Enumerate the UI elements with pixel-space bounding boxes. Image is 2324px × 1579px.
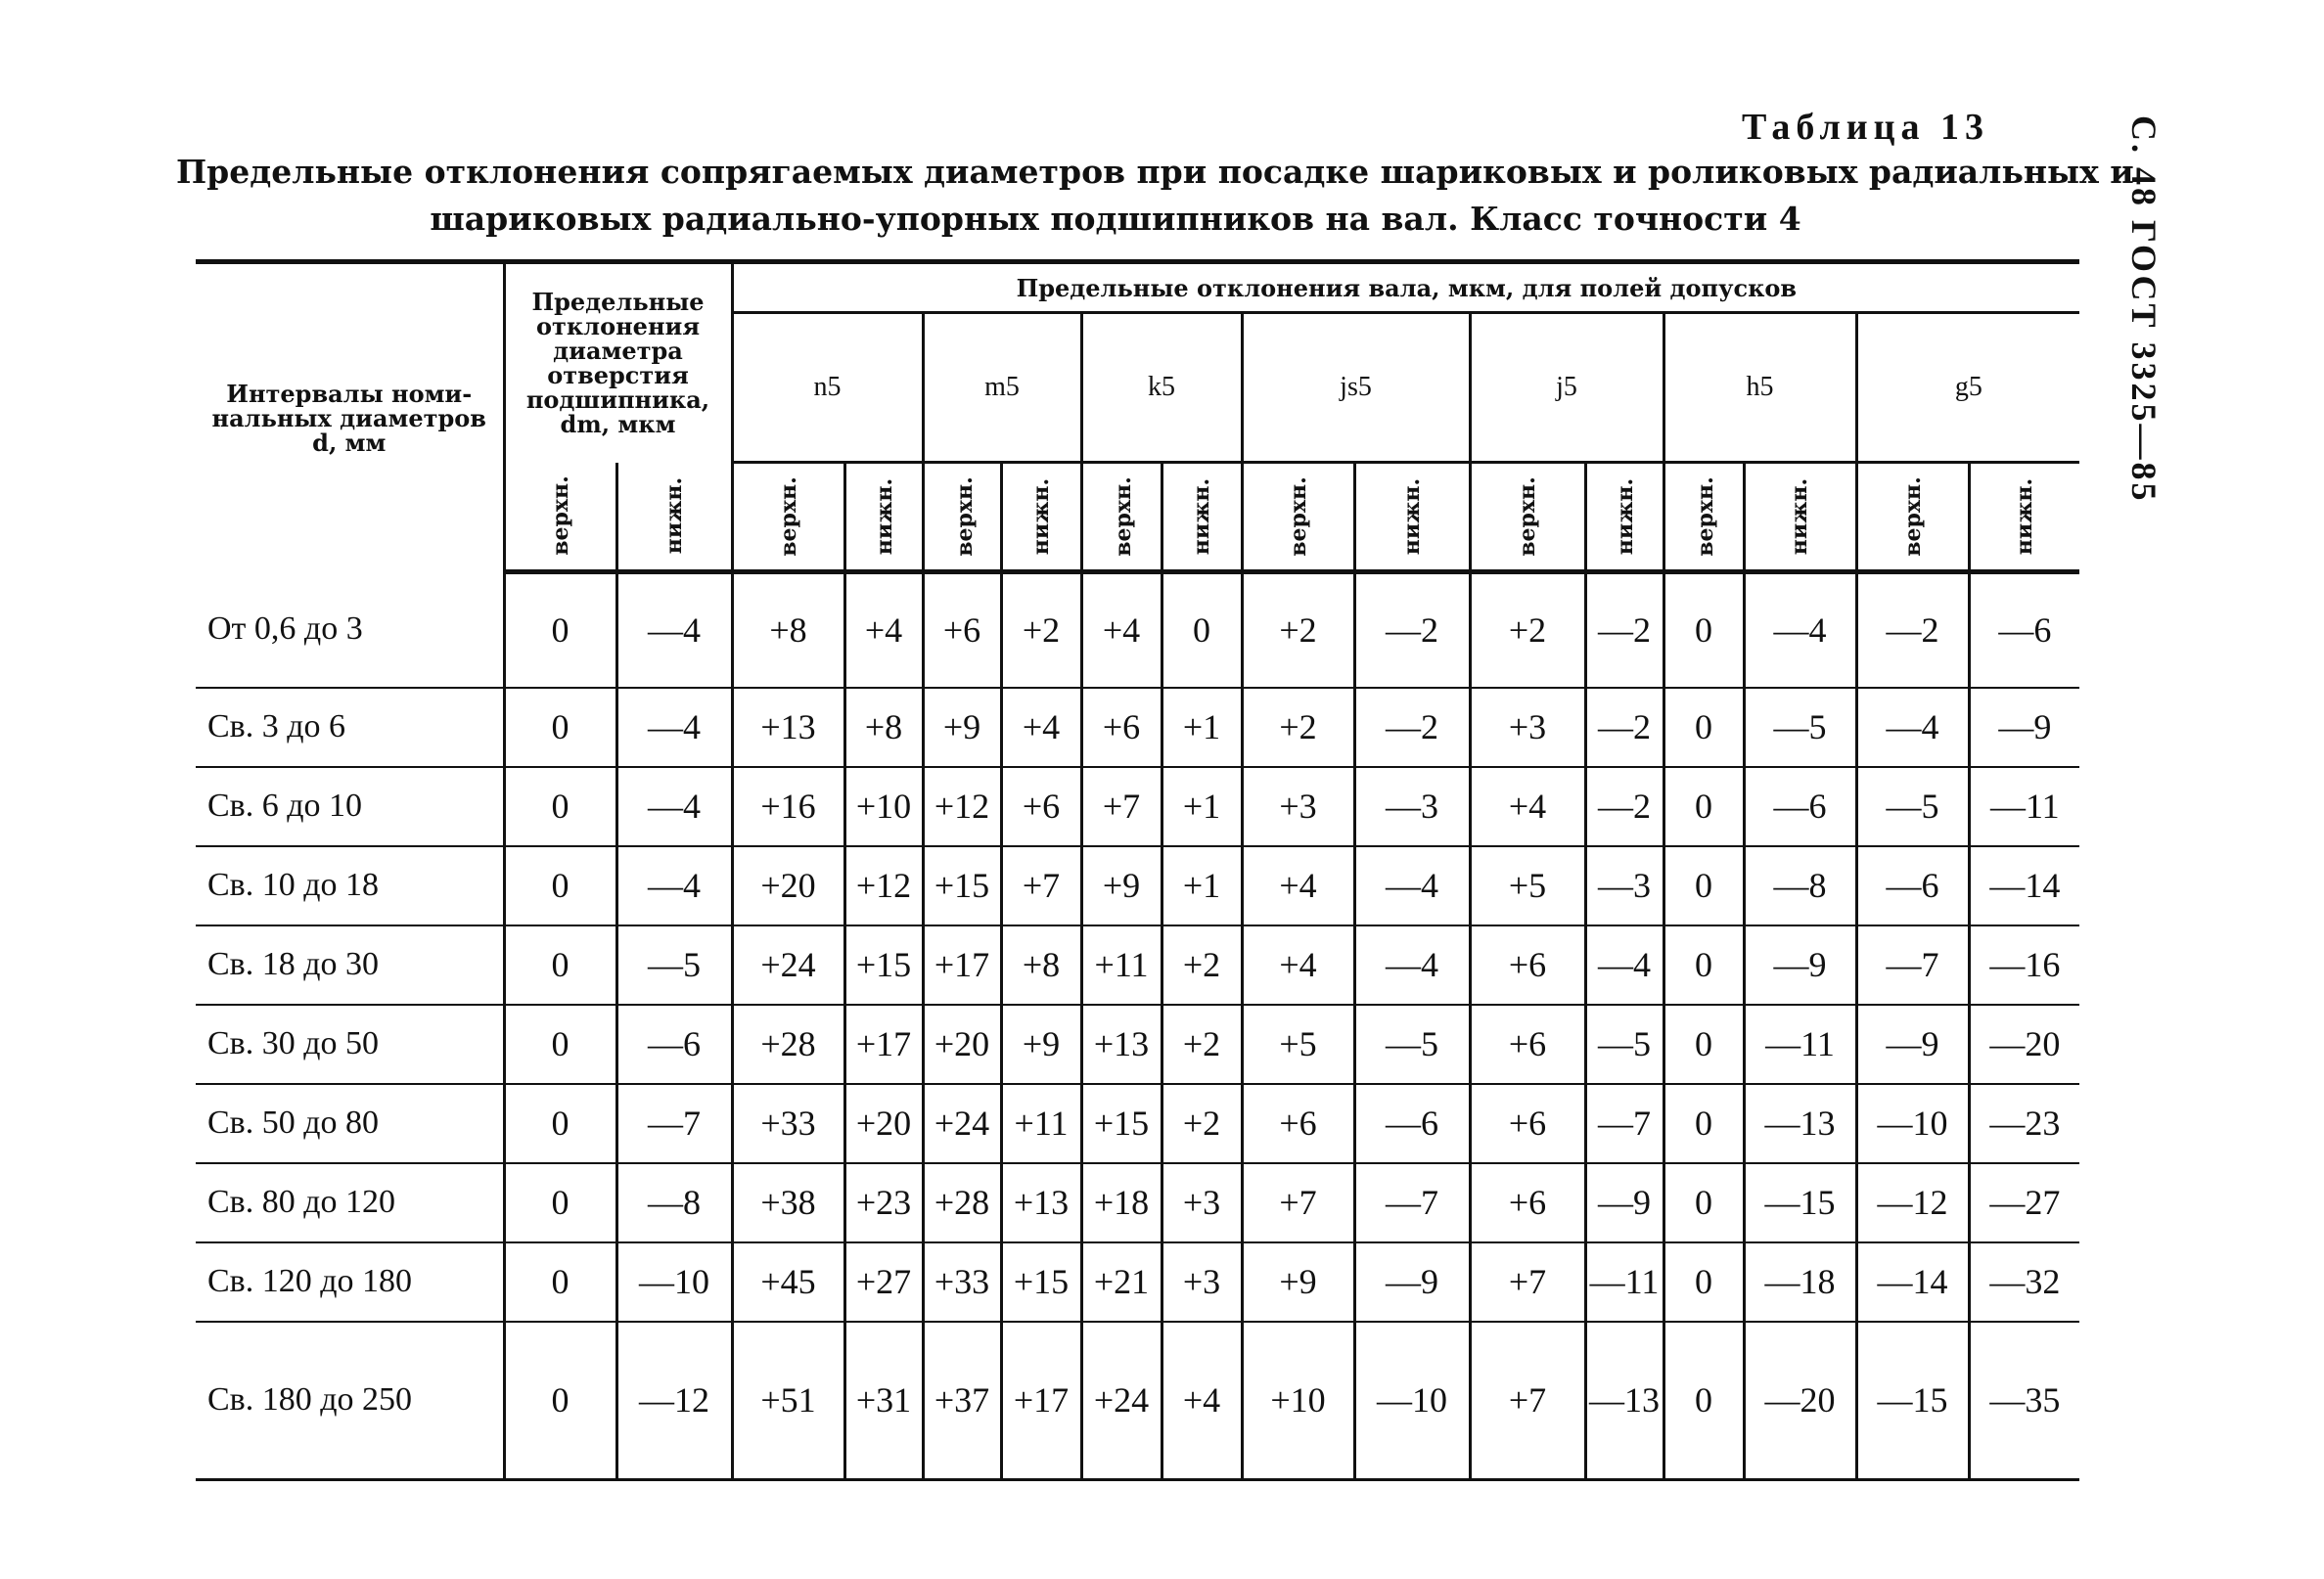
deviation-value: 0	[1663, 688, 1744, 767]
row-interval-label: Св. 180 до 250	[196, 1322, 504, 1480]
deviation-value: +6	[1470, 1005, 1585, 1084]
deviation-value: 0	[1663, 1322, 1744, 1480]
deviation-value: +9	[1001, 1005, 1081, 1084]
deviation-value: +20	[844, 1084, 923, 1163]
deviation-value: +13	[732, 688, 844, 767]
deviation-value: +17	[844, 1005, 923, 1084]
deviation-value: +51	[732, 1322, 844, 1480]
deviation-value: +28	[732, 1005, 844, 1084]
deviation-value: —15	[1856, 1322, 1969, 1480]
field-h5: h5	[1663, 313, 1856, 463]
deviation-value: +38	[732, 1163, 844, 1242]
table-title	[176, 149, 2134, 243]
field-js5: js5	[1242, 313, 1470, 463]
table-title-line-2: шариковых радиально-упорных подшипников на вал. Класс точности 4	[430, 200, 1801, 238]
deviation-value: +20	[732, 846, 844, 925]
table-row	[196, 1084, 2079, 1163]
deviation-value: —6	[616, 1005, 732, 1084]
table-row	[196, 925, 2079, 1005]
deviation-value: —9	[1744, 925, 1856, 1005]
deviation-value: —5	[1354, 1005, 1470, 1084]
field-g5: g5	[1856, 313, 2079, 463]
deviation-value: +2	[1470, 572, 1585, 688]
deviation-value: 0	[504, 1163, 616, 1242]
deviation-value: 0	[1663, 1005, 1744, 1084]
deviation-value: +17	[1001, 1322, 1081, 1480]
row-interval-label: Св. 18 до 30	[196, 925, 504, 1005]
sub-upper: верхн.	[1856, 463, 1969, 572]
interval-header: Интервалы номи-нальных диаметров d, мм	[196, 262, 504, 572]
deviation-value: +8	[844, 688, 923, 767]
row-interval-label: От 0,6 до 3	[196, 572, 504, 688]
deviation-value: +27	[844, 1242, 923, 1322]
deviation-value: +3	[1470, 688, 1585, 767]
sub-lower: нижн.	[1162, 463, 1242, 572]
deviation-value: +6	[1470, 1163, 1585, 1242]
deviation-value: 0	[504, 846, 616, 925]
deviation-value: +6	[1001, 767, 1081, 846]
deviation-value: +9	[1242, 1242, 1354, 1322]
row-interval-label: Св. 80 до 120	[196, 1163, 504, 1242]
deviation-value: —14	[1969, 846, 2079, 925]
deviation-value: —9	[1585, 1163, 1663, 1242]
deviation-value: —2	[1585, 767, 1663, 846]
field-k5: k5	[1081, 313, 1242, 463]
deviation-value: +1	[1162, 767, 1242, 846]
deviation-value: —15	[1744, 1163, 1856, 1242]
deviation-value: —9	[1969, 688, 2079, 767]
deviation-value: +37	[923, 1322, 1001, 1480]
deviation-value: +12	[923, 767, 1001, 846]
deviation-value: —20	[1744, 1322, 1856, 1480]
deviation-value: +31	[844, 1322, 923, 1480]
deviation-value: —10	[616, 1242, 732, 1322]
deviation-value: —16	[1969, 925, 2079, 1005]
deviation-value: —4	[616, 688, 732, 767]
deviation-value: —12	[1856, 1163, 1969, 1242]
deviation-value: +33	[732, 1084, 844, 1163]
deviation-value: —18	[1744, 1242, 1856, 1322]
deviation-value: +18	[1081, 1163, 1162, 1242]
sub-lower: нижн.	[1744, 463, 1856, 572]
deviation-value: —3	[1585, 846, 1663, 925]
deviation-value: 0	[1663, 1242, 1744, 1322]
sub-lower: нижн.	[1354, 463, 1470, 572]
deviation-value: +7	[1081, 767, 1162, 846]
sub-upper: верхн.	[923, 463, 1001, 572]
table-row	[196, 1005, 2079, 1084]
deviation-value: 0	[1663, 1084, 1744, 1163]
row-interval-label: Св. 120 до 180	[196, 1242, 504, 1322]
deviation-value: +1	[1162, 846, 1242, 925]
deviation-value: +45	[732, 1242, 844, 1322]
deviation-value: +23	[844, 1163, 923, 1242]
deviation-value: +24	[923, 1084, 1001, 1163]
sub-upper: верхн.	[504, 463, 616, 572]
deviation-value: —7	[616, 1084, 732, 1163]
deviation-value: +3	[1162, 1163, 1242, 1242]
deviation-value: +6	[1470, 1084, 1585, 1163]
deviation-value: 0	[1663, 572, 1744, 688]
deviation-value: 0	[504, 1005, 616, 1084]
deviation-value: +24	[1081, 1322, 1162, 1480]
deviation-value: —4	[1744, 572, 1856, 688]
deviation-value: +4	[1081, 572, 1162, 688]
sub-upper: верхн.	[1081, 463, 1162, 572]
deviation-value: +13	[1001, 1163, 1081, 1242]
deviation-value: —2	[1354, 688, 1470, 767]
sub-lower: нижн.	[844, 463, 923, 572]
deviation-value: —4	[1354, 925, 1470, 1005]
deviation-value: +4	[1242, 925, 1354, 1005]
deviation-value: —32	[1969, 1242, 2079, 1322]
table-row	[196, 1322, 2079, 1480]
deviation-value: —4	[616, 767, 732, 846]
deviation-value: —6	[1856, 846, 1969, 925]
deviation-value: +4	[1001, 688, 1081, 767]
deviation-value: —5	[1856, 767, 1969, 846]
sub-lower: нижн.	[1585, 463, 1663, 572]
sub-upper: верхн.	[1470, 463, 1585, 572]
deviation-value: +5	[1470, 846, 1585, 925]
sub-lower: нижн.	[616, 463, 732, 572]
deviation-value: +3	[1242, 767, 1354, 846]
deviation-value: —5	[1744, 688, 1856, 767]
deviation-value: —2	[1585, 688, 1663, 767]
deviation-value: +24	[732, 925, 844, 1005]
deviation-value: +17	[923, 925, 1001, 1005]
deviation-value: —11	[1744, 1005, 1856, 1084]
deviation-value: +11	[1001, 1084, 1081, 1163]
deviation-value: +11	[1081, 925, 1162, 1005]
deviation-value: —23	[1969, 1084, 2079, 1163]
deviation-value: +12	[844, 846, 923, 925]
shaft-deviation-header: Предельные отклонения вала, мкм, для полей допусков	[732, 262, 2079, 313]
deviation-value: —12	[616, 1322, 732, 1480]
deviation-value: —9	[1354, 1242, 1470, 1322]
deviation-value: 0	[504, 925, 616, 1005]
deviation-value: +7	[1001, 846, 1081, 925]
deviation-value: +8	[732, 572, 844, 688]
table-row	[196, 846, 2079, 925]
deviation-value: +7	[1242, 1163, 1354, 1242]
deviation-value: +2	[1001, 572, 1081, 688]
sub-lower: нижн.	[1969, 463, 2079, 572]
deviation-value: 0	[1162, 572, 1242, 688]
bearing-bore-header: Предельные отклонения диаметра отверстия подшипника, dm, мкм	[504, 262, 732, 463]
deviation-value: 0	[504, 1322, 616, 1480]
deviation-value: —7	[1585, 1084, 1663, 1163]
deviation-value: —2	[1856, 572, 1969, 688]
deviation-value: —8	[616, 1163, 732, 1242]
deviation-value: —6	[1354, 1084, 1470, 1163]
sub-upper: верхн.	[1663, 463, 1744, 572]
deviation-value: +10	[844, 767, 923, 846]
deviation-value: —27	[1969, 1163, 2079, 1242]
deviation-value: —14	[1856, 1242, 1969, 1322]
deviation-value: —20	[1969, 1005, 2079, 1084]
deviation-value: 0	[504, 688, 616, 767]
deviation-value: +16	[732, 767, 844, 846]
table-number: Таблица 13	[1742, 107, 1990, 148]
deviation-value: +4	[1242, 846, 1354, 925]
deviation-value: 0	[1663, 1163, 1744, 1242]
deviation-value: +5	[1242, 1005, 1354, 1084]
table-row	[196, 688, 2079, 767]
deviation-value: +9	[923, 688, 1001, 767]
deviation-value: —6	[1969, 572, 2079, 688]
page-standard-reference: С. 48 ГОСТ 3325—85	[2124, 115, 2164, 504]
deviation-value: —4	[1856, 688, 1969, 767]
deviation-value: 0	[1663, 925, 1744, 1005]
field-m5: m5	[923, 313, 1081, 463]
deviation-value: —35	[1969, 1322, 2079, 1480]
table-row	[196, 572, 2079, 688]
deviation-value: —3	[1354, 767, 1470, 846]
deviation-value: +21	[1081, 1242, 1162, 1322]
deviation-value: +15	[1001, 1242, 1081, 1322]
deviation-value: —7	[1856, 925, 1969, 1005]
deviation-value: +7	[1470, 1242, 1585, 1322]
deviation-value: 0	[504, 1242, 616, 1322]
deviation-value: —2	[1585, 572, 1663, 688]
deviation-value: 0	[1663, 846, 1744, 925]
table-row	[196, 1242, 2079, 1322]
table-row	[196, 767, 2079, 846]
deviation-value: —6	[1744, 767, 1856, 846]
deviation-value: +33	[923, 1242, 1001, 1322]
row-interval-label: Св. 3 до 6	[196, 688, 504, 767]
deviation-value: —8	[1744, 846, 1856, 925]
deviation-value: +4	[1470, 767, 1585, 846]
deviation-value: +2	[1242, 572, 1354, 688]
deviation-value: —4	[1354, 846, 1470, 925]
deviation-value: +2	[1162, 925, 1242, 1005]
deviation-value: —9	[1856, 1005, 1969, 1084]
deviation-value: —7	[1354, 1163, 1470, 1242]
row-interval-label: Св. 50 до 80	[196, 1084, 504, 1163]
deviation-value: +4	[844, 572, 923, 688]
deviation-value: 0	[504, 767, 616, 846]
deviation-value: +7	[1470, 1322, 1585, 1480]
deviation-value: —4	[616, 572, 732, 688]
deviation-value: +6	[1081, 688, 1162, 767]
row-interval-label: Св. 6 до 10	[196, 767, 504, 846]
deviation-value: +8	[1001, 925, 1081, 1005]
deviation-value: —10	[1856, 1084, 1969, 1163]
deviation-value: 0	[504, 572, 616, 688]
row-interval-label: Св. 10 до 18	[196, 846, 504, 925]
sub-upper: верхн.	[1242, 463, 1354, 572]
field-n5: n5	[732, 313, 923, 463]
deviation-value: +2	[1162, 1005, 1242, 1084]
deviation-value: +6	[1470, 925, 1585, 1005]
deviation-value: —4	[1585, 925, 1663, 1005]
deviation-value: —11	[1969, 767, 2079, 846]
deviation-value: —5	[616, 925, 732, 1005]
deviation-value: +2	[1162, 1084, 1242, 1163]
row-interval-label: Св. 30 до 50	[196, 1005, 504, 1084]
table-title-line-1: Предельные отклонения сопрягаемых диаметров при посадке шариковых и роликовых радиальных и	[176, 153, 2134, 191]
deviation-value: —5	[1585, 1005, 1663, 1084]
deviation-value: 0	[1663, 767, 1744, 846]
deviation-value: —4	[616, 846, 732, 925]
deviation-value: +28	[923, 1163, 1001, 1242]
deviation-value: —11	[1585, 1242, 1663, 1322]
deviation-value: +1	[1162, 688, 1242, 767]
deviation-value: —10	[1354, 1322, 1470, 1480]
deviation-value: +15	[1081, 1084, 1162, 1163]
deviation-value: —13	[1585, 1322, 1663, 1480]
field-j5: j5	[1470, 313, 1663, 463]
deviation-value: —13	[1744, 1084, 1856, 1163]
deviation-value: —2	[1354, 572, 1470, 688]
deviation-value: +3	[1162, 1242, 1242, 1322]
deviation-value: +6	[1242, 1084, 1354, 1163]
tolerance-table	[196, 259, 2079, 1481]
deviation-value: +6	[923, 572, 1001, 688]
table-body	[196, 572, 2079, 1480]
table-row	[196, 1163, 2079, 1242]
deviation-value: +4	[1162, 1322, 1242, 1480]
sub-upper: верхн.	[732, 463, 844, 572]
deviation-value: +2	[1242, 688, 1354, 767]
deviation-value: +10	[1242, 1322, 1354, 1480]
sub-lower: нижн.	[1001, 463, 1081, 572]
deviation-value: +13	[1081, 1005, 1162, 1084]
deviation-value: 0	[504, 1084, 616, 1163]
deviation-value: +20	[923, 1005, 1001, 1084]
deviation-value: +15	[923, 846, 1001, 925]
deviation-value: +9	[1081, 846, 1162, 925]
deviation-value: +15	[844, 925, 923, 1005]
